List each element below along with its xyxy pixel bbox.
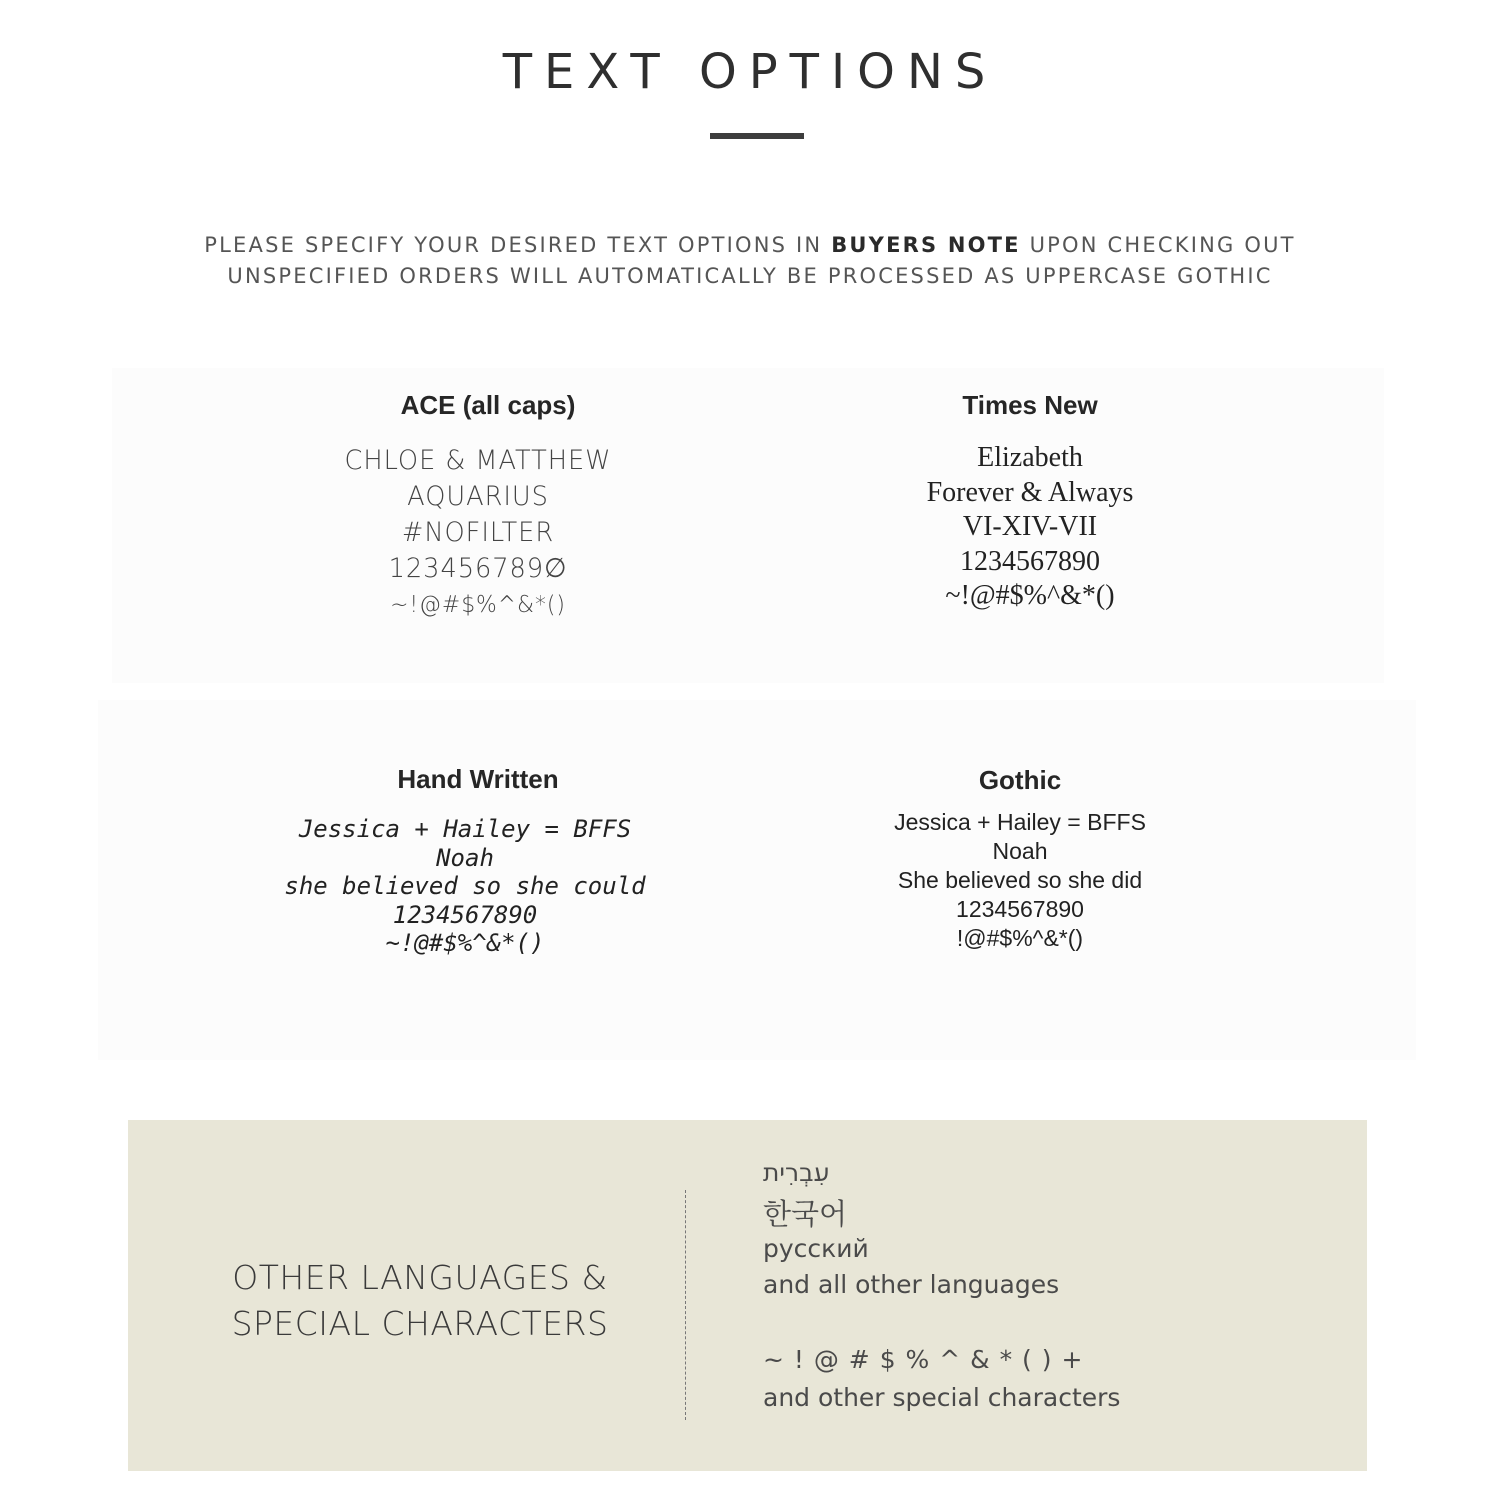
other-languages-heading xyxy=(170,1255,670,1347)
times-sample-line: Elizabeth xyxy=(977,442,1083,473)
special-characters: ~ ! @ # $ % ^ & * ( ) + xyxy=(763,1345,1084,1374)
notice-line-2: UNSPECIFIED ORDERS WILL AUTOMATICALLY BE PROCESSED AS UPPERCASE GOTHIC xyxy=(227,264,1273,288)
font-option-times-new xyxy=(790,390,1270,614)
notice-bold-buyers-note: BUYERS NOTE xyxy=(831,233,1021,257)
notice-line-1-end: UPON CHECKING OUT xyxy=(1020,233,1296,257)
language-hebrew: עִבְרִית xyxy=(763,1158,830,1187)
times-sample-line: Forever & Always xyxy=(926,476,1134,508)
gothic-sample-line: Jessica + Hailey = BFFS xyxy=(894,809,1146,835)
ace-sample-line: AQUARIUS xyxy=(407,481,549,512)
ace-sample-line: ~!@#$%^&*() xyxy=(390,592,566,618)
instructions-notice xyxy=(0,230,1500,292)
font-option-gothic xyxy=(780,765,1260,953)
gothic-sample-line: !@#$%^&*() xyxy=(956,925,1084,951)
font-option-hand-written xyxy=(225,764,705,958)
times-sample-line: 1234567890 xyxy=(960,545,1100,577)
language-list xyxy=(763,1158,1120,1412)
notice-line-1-text: PLEASE SPECIFY YOUR DESIRED TEXT OPTIONS IN xyxy=(204,233,832,257)
page-title: TEXT OPTIONS xyxy=(502,44,998,100)
special-characters-note: and other special characters xyxy=(763,1383,1121,1412)
heading-line-1: OTHER LANGUAGES & xyxy=(232,1258,608,1297)
gothic-sample-line: 1234567890 xyxy=(956,896,1084,922)
language-korean: 한국어 xyxy=(763,1197,848,1231)
dashed-divider xyxy=(685,1190,686,1420)
times-sample-line: VI-XIV-VII xyxy=(962,511,1098,543)
heading-line-2: SPECIAL CHARACTERS xyxy=(231,1304,609,1343)
font-name-times-new: Times New xyxy=(962,390,1098,420)
language-all-others: and all other languages xyxy=(763,1270,1060,1299)
ace-sample-line: #NOFILTER xyxy=(401,517,555,548)
font-name-ace: ACE (all caps) xyxy=(400,390,576,420)
times-sample-line: ~!@#$%^&*() xyxy=(945,580,1115,612)
hand-sample-line: she believed so she could xyxy=(284,872,646,901)
hand-sample-line: Noah xyxy=(436,843,494,872)
ace-sample-line: CHLOE & MATTHEW xyxy=(344,445,612,476)
hand-sample-line: 1234567890 xyxy=(392,900,538,929)
notice-line-1 xyxy=(0,230,1500,261)
font-name-hand-written: Hand Written xyxy=(397,764,559,794)
title-underline xyxy=(710,133,804,139)
language-russian: русский xyxy=(763,1234,869,1263)
font-name-gothic: Gothic xyxy=(978,765,1062,795)
hand-sample-line: ~!@#$%^&*() xyxy=(385,929,545,958)
ace-sample-line: 123456789∅ xyxy=(388,553,568,584)
gothic-sample-line: Noah xyxy=(992,838,1048,864)
gothic-sample-line: She believed so she did xyxy=(897,867,1143,893)
hand-sample-line: Jessica + Hailey = BFFS xyxy=(298,815,632,843)
font-option-ace xyxy=(238,390,718,623)
